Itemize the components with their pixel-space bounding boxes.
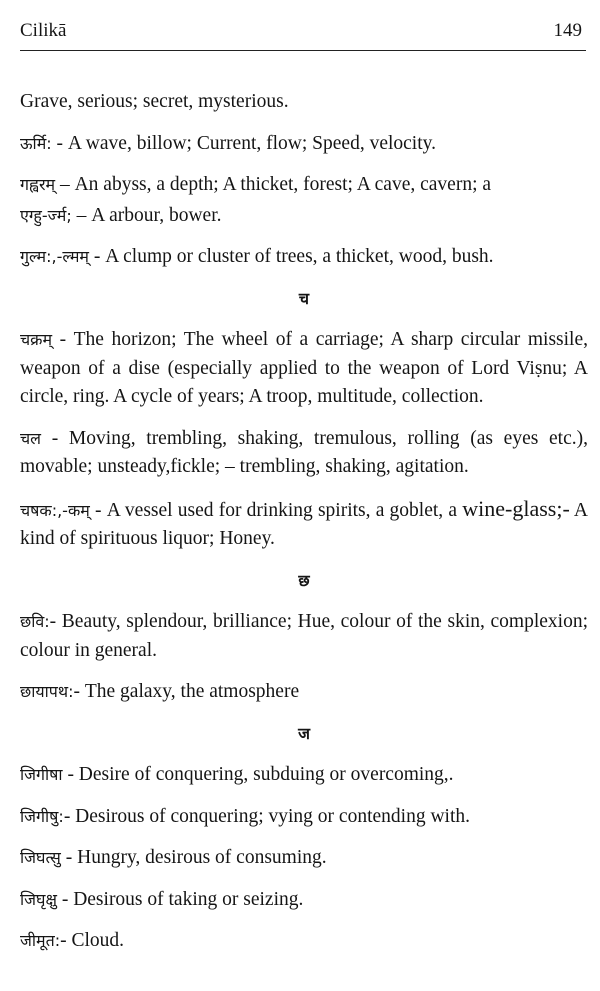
- running-title: Cilikā: [20, 20, 67, 41]
- definition: - Hungry, desirous of consuming.: [60, 847, 327, 868]
- definition: - The galaxy, the atmosphere: [73, 681, 300, 702]
- entry-jighrksu: [20, 886, 588, 915]
- headword: चक्रम्: [20, 330, 53, 349]
- definition: - Beauty, splendour, brilliance; Hue, colour of the skin, complexion; colour in general.: [20, 611, 588, 661]
- headword: जिगीषा: [20, 765, 63, 784]
- entry-casaka: [20, 495, 588, 554]
- headword: चषक:,-कम्: [20, 500, 90, 520]
- definition: A kind of spirituous liquor; Honey.: [20, 499, 588, 549]
- entry-cala: [20, 425, 588, 482]
- page-number: 149: [553, 20, 582, 41]
- definition: - A wave, billow; Current, flow; Speed, velocity.: [51, 132, 436, 154]
- headword: ऊर्मि:: [20, 133, 52, 153]
- entry-gahvaram: [20, 171, 588, 200]
- glossary-body: [20, 88, 588, 969]
- definition: - The horizon; The wheel of a carriage; A sharp circular missile, weapon of a dise (especially applied to the weapon of Lord Viṣnu; A circle, ring. A cycle of years; A troop, multitude, collection.: [20, 329, 588, 407]
- definition: - Cloud.: [60, 930, 125, 951]
- headword: गुल्म:,-ल्मम्: [20, 247, 90, 266]
- definition: - Desirous of conquering; vying or contending with.: [63, 805, 470, 827]
- headword: चल: [20, 428, 42, 448]
- definition: - Moving, trembling, shaking, tremulous, rolling (as eyes etc.), movable; unsteady,fickle; – trembling, shaking, agitation.: [20, 427, 588, 477]
- headword: जीमूत:: [20, 931, 61, 950]
- headword: जिघत्सु: [20, 848, 61, 867]
- headword: गह्वरम्: [20, 175, 56, 194]
- headword: जिघृक्षु: [20, 889, 57, 909]
- definition: – A arbour, bower.: [71, 204, 222, 226]
- headword: एग्हु-र्ज्म;: [20, 205, 72, 225]
- section-heading-ca: च: [298, 288, 310, 308]
- section-heading-ja: ज: [298, 723, 310, 743]
- definition: - A clump or cluster of trees, a thicket, wood, bush.: [89, 246, 494, 267]
- headword: छायापथ:: [20, 682, 74, 701]
- entry-jighatsu: [20, 844, 588, 873]
- intro-line: Grave, serious; secret, mysterious.: [20, 91, 289, 112]
- entry-chavi: [20, 608, 588, 665]
- headword: जिगीषु:: [20, 806, 64, 826]
- entry-chayapatha: [20, 678, 588, 707]
- running-header: [20, 20, 586, 51]
- entry-cakram: [20, 326, 588, 412]
- entry-jigisu: [20, 803, 588, 832]
- entry-urmi: [20, 130, 588, 159]
- entry-jigisa: [20, 761, 588, 790]
- definition: - Desire of conquering, subduing or overcoming,.: [62, 764, 454, 785]
- definition: - A vessel used for drinking spirits, a goblet, a: [89, 499, 463, 521]
- definition: – An abyss, a depth; A thicket, forest; A cave, cavern; a: [55, 174, 492, 195]
- definition-emphasis: wine-glass;-: [462, 495, 570, 521]
- entry-gulma: [20, 243, 588, 272]
- definition: - Desirous of taking or seizing.: [56, 888, 304, 910]
- headword: छवि:: [20, 612, 50, 631]
- entry-jimuta: [20, 927, 588, 956]
- entry-arbour: [20, 202, 588, 231]
- section-heading-cha: छ: [298, 570, 310, 590]
